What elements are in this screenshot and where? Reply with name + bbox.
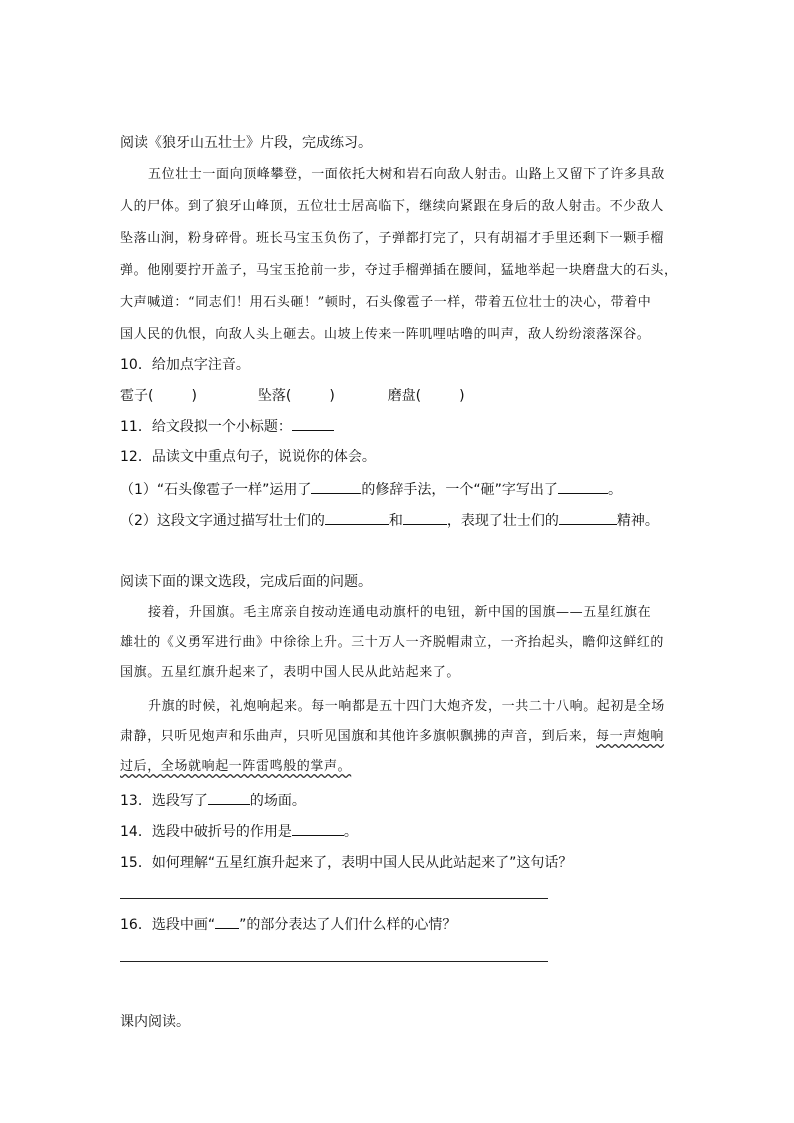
passage-line: 国人民的仇恨，向敌人头上砸去。山坡上传来一阵叽哩咕噜的叫声，敌人纷纷滚落深谷。	[120, 327, 651, 342]
wavy-underlined-text: 过后，全场就响起一阵雷鸣般的掌声。	[120, 759, 352, 774]
section3-intro: 课内阅读。	[120, 1014, 190, 1030]
answer-line[interactable]	[120, 961, 548, 962]
answer-line[interactable]	[120, 898, 548, 899]
passage-line: 大声喊道：“同志们！用石头砸！”顿时，石头像雹子一样，带着五位壮士的决心，带着中	[120, 295, 652, 310]
question-10: 10．给加点字注音。	[120, 357, 250, 373]
question-14: 14．选段中破折号的作用是 。	[120, 821, 358, 842]
section1-intro: 阅读《狼牙山五壮士》片段，完成练习。	[120, 135, 372, 151]
passage-line: 接着，升国旗。毛主席亲自按动连通电动旗杆的电钮，新中国的国旗——五星红旗在	[148, 605, 652, 620]
question-12-1: （1）“石头像雹子一样”运用了 的修辞手法，一个“砸”字写出了 。	[120, 479, 622, 500]
answer-blank[interactable]	[292, 821, 344, 836]
answer-blank[interactable]	[208, 790, 250, 805]
passage-line: 人的尸体。到了狼牙山峰顶，五位壮士居高临下，继续向紧跟在身后的敌人射击。不少敌人	[120, 199, 665, 214]
passage-line: 弹。他刚要拧开盖子，马宝玉抢前一步，夺过手榴弹插在腰间，猛地举起一块磨盘大的石头，	[120, 263, 678, 278]
pinyin-item: 雹子( )	[120, 388, 197, 404]
question-11: 11．给文段拟一个小标题：	[120, 416, 334, 437]
wavy-underlined-text: 每一声炮响	[596, 729, 665, 744]
passage-line: 肃静，只听见炮声和乐曲声，只听见国旗和其他许多旗帜飘拂的声音，到后来，每一声炮响	[120, 729, 665, 744]
section2-intro: 阅读下面的课文选段，完成后面的问题。	[120, 574, 372, 590]
question-12: 12．品读文中重点句子，说说你的体会。	[120, 449, 376, 465]
answer-blank[interactable]	[292, 416, 334, 431]
question-12-2: （2）这段文字通过描写壮士们的 和 ，表现了壮士们的 精神。	[120, 510, 659, 531]
wavy-marker-blank	[215, 914, 239, 929]
pinyin-item: 磨盘( )	[387, 388, 465, 404]
question-10-items	[120, 386, 465, 406]
answer-blank[interactable]	[311, 479, 361, 494]
pinyin-item: 坠落( )	[257, 388, 335, 404]
question-15: 15．如何理解“五星红旗升起来了，表明中国人民从此站起来了”这句话？	[120, 855, 573, 871]
answer-blank[interactable]	[558, 479, 608, 494]
answer-blank[interactable]	[559, 510, 617, 525]
passage-line: 五位壮士一面向顶峰攀登，一面依托大树和岩石向敌人射击。山路上又留下了许多具敌	[148, 167, 665, 182]
question-16: 16．选段中画“ ”的部分表达了人们什么样的心情？	[120, 914, 456, 935]
passage-line: 雄壮的《义勇军进行曲》中徐徐上升。三十万人一齐脱帽肃立，一齐抬起头，瞻仰这鲜红的	[120, 635, 665, 650]
passage-line: 升旗的时候，礼炮响起来。每一响都是五十四门大炮齐发，一共二十八响。起初是全场	[148, 699, 665, 714]
answer-blank[interactable]	[403, 510, 447, 525]
passage-line: 坠落山涧，粉身碎骨。班长马宝玉负伤了，子弹都打完了，只有胡福才手里还剩下一颗手榴	[120, 231, 665, 246]
answer-blank[interactable]	[325, 510, 389, 525]
passage-line: 国旗。五星红旗升起来了，表明中国人民从此站起来了。	[120, 665, 461, 680]
question-13: 13．选段写了 的场面。	[120, 790, 306, 811]
passage-line	[120, 757, 351, 777]
